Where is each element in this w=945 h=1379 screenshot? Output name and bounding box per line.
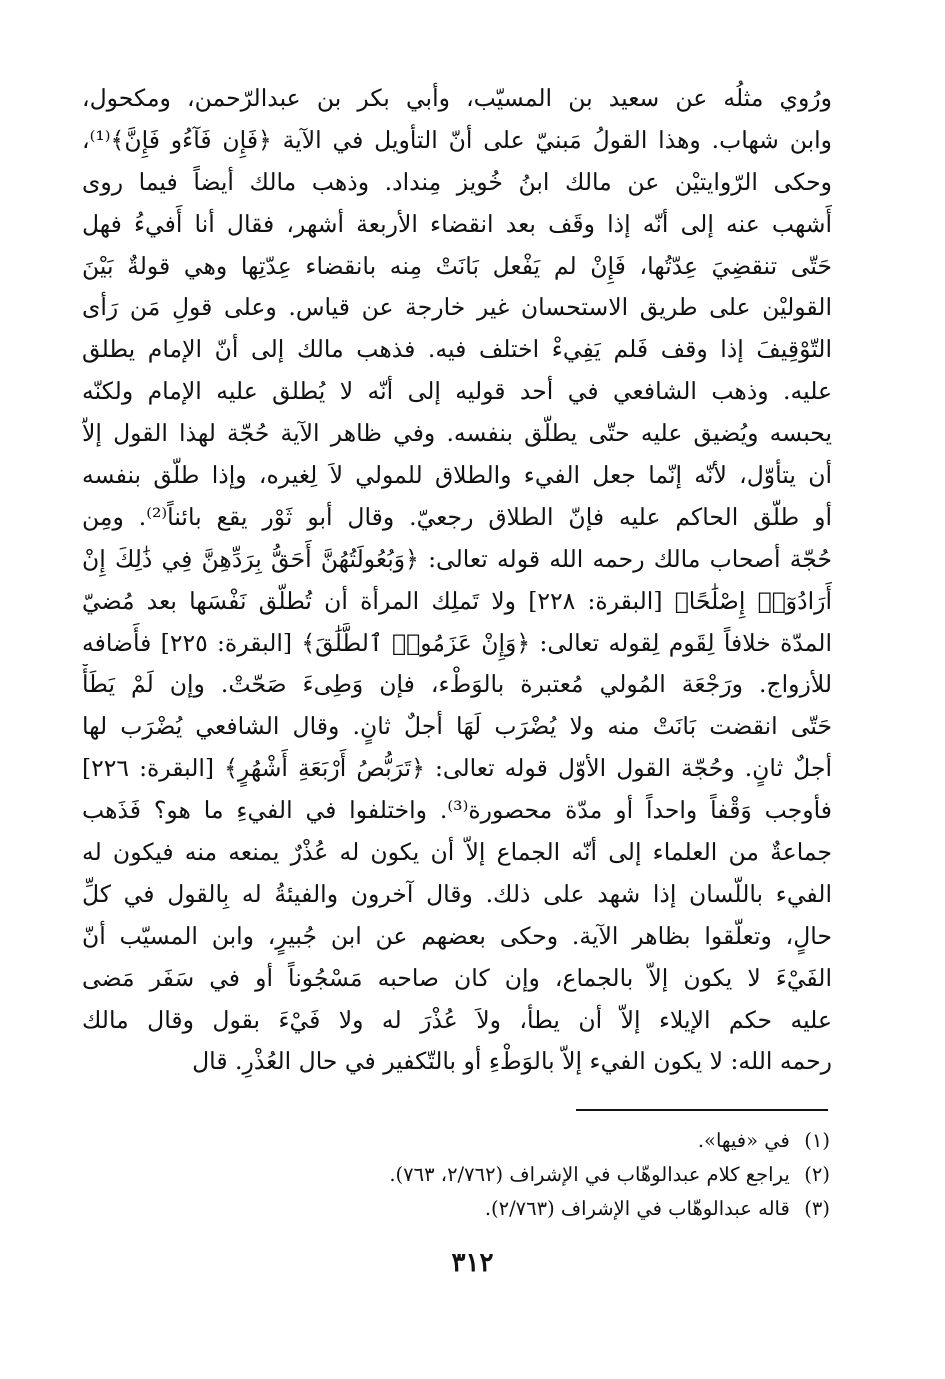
text-line: أَشهب عنه إلى أنّه إذا وقَف بعد انقضاء الأربعة أشهر، فقال أنا أَفيءُ فهل	[82, 209, 832, 238]
page-number: ٣١٢	[451, 1248, 494, 1278]
text-line: التّوْقِيفَ إذا وقف فَلم يَفِيءْ اختلف فيه. فذهب مالك إلى أنّ الإمام يطلق	[82, 335, 832, 364]
footnotes-block	[300, 1124, 830, 1226]
text-line: أو طلّق الحاكم عليه فإنّ الطلاق رجعيّ. وقال أبو ثَوْر يقع بائناً⁽²⁾. ومِن	[82, 502, 832, 531]
footnote-text: يراجع كلام عبدالوهّاب في الإشراف (٢/٧٦٢، ٧٦٣).	[389, 1163, 790, 1186]
footnote	[300, 1158, 830, 1192]
footnote-text: قاله عبدالوهّاب في الإشراف (٢/٧٦٣).	[484, 1197, 790, 1220]
text-line: ورُوي مثلُه عن سعيد بن المسيّب، وأبي بكر بن عبدالرّحمن، ومكحول،	[82, 84, 832, 112]
text-line: عليه حكم الإيلاء إلاّ أن يطأ، ولاَ عُذْرَ له ولا فَيْءَ بقول وقال مالك	[82, 1005, 832, 1034]
text-line: رحمه الله: لا يكون الفيء إلاّ بالوَطْءِ أو بالتّكفير في حال العُذْرِ. قال	[192, 1047, 832, 1076]
text-line: حُجّة أصحاب مالك رحمه الله قوله تعالى: ﴿وَبُعُولَتُهُنَّ أَحَقُّ بِرَدِّهِنَّ فِي ذَٰلِكَ إِنْ	[82, 544, 832, 573]
text-line: القوليْن على طريق الاستحسان غير خارجة عن قياس. وعلى قولِ مَن رَأى	[82, 293, 832, 322]
text-line: حَتّى تنقضِيَ عِدّتُها، فَإِنْ لم يَفْعل بَانَتْ مِنه بانقضاء عِدّتِها وهي قولةٌ بَيْنَ	[82, 251, 832, 280]
main-text-block	[82, 78, 832, 1083]
text-line: فأوجب وَقْفاً واحداً أو مدّة محصورة⁽³⁾. واختلفوا في الفيءِ ما هو؟ فَذَهب	[82, 796, 832, 825]
text-line: حالٍ، وتعلّقوا بظاهر الآية. وحكى بعضهم عن ابن جُبيرٍ، وابن المسيّب أنّ	[82, 921, 832, 950]
text-line: عليه. وذهب الشافعي في أحد قوليه إلى أنّه لا يُطلق عليه الإمام ولكنّه	[82, 377, 832, 406]
text-line: المدّة خلافاً لِقَوم لِقوله تعالى: ﴿وَإِنْ عَزَمُوا۟ ٱلطَّلَٰقَ﴾ [البقرة: ٢٢٥] فأَضافه	[82, 628, 832, 657]
text-line: أن يتأوّل، لأنّه إنّما جعل الفيء والطلاق للمولي لاَ لِغيره، وإذا طلّق بنفسه	[82, 461, 832, 490]
footnote	[300, 1124, 830, 1158]
text-line: للأزواج. ورَجْعَة المُولي مُعتبرة بالوَطْء، فإن وَطِىءَ صَحّتْ. وإن لَمْ يَطَأْ	[82, 670, 832, 699]
footnote-separator	[576, 1109, 828, 1111]
text-line: وحكى الرّوايتيْن عن مالك ابنُ خُويز مِنداد. وذهب مالك أيضاً فيما روى	[82, 167, 832, 196]
text-line: الفيء باللّسان إذا شهد على ذلك. وقال آخرون والفيئةُ له بِالقول في كلِّ	[82, 879, 832, 908]
footnote	[300, 1192, 830, 1226]
text-line: جماعةٌ من العلماء إلى أنّه الجماع إلاّ أن يكون له عُذْرٌ يمنعه منه فيكون له	[82, 838, 832, 867]
text-line: يحبسه ويُضيق عليه حتّى يطلّق بنفسه. وفي ظاهر الآية حُجّة لهذا القول إلاّ	[82, 419, 832, 448]
text-line: الفَيْءَ لا يكون إلاّ بالجماع، وإن كان صاحبه مَسْجُوناً أو في سَفَر مَضى	[82, 963, 832, 992]
text-line: أَرَادُوٓا۟ إِصْلَٰحًا﴾ [البقرة: ٢٢٨] ولا تَملِك المرأة أن تُطلّق نَفْسَها بعد مُضيّ	[82, 586, 832, 615]
footnote-number: (٣)	[804, 1197, 830, 1220]
text-line: وابن شهاب. وهذا القولُ مَبنيّ على أنّ التأويل في الآية ﴿فَإِن فَآءُو فَإِنَّ﴾⁽¹⁾،	[82, 125, 832, 154]
footnote-number: (١)	[804, 1129, 830, 1152]
text-line: أجلٌ ثانٍ. وحُجّة القول الأوّل قوله تعالى: ﴿تَرَبُّصُ أَرْبَعَةِ أَشْهُرٍ﴾ [البقرة: ٢٢٦]	[82, 754, 832, 783]
footnote-number: (٢)	[804, 1163, 830, 1186]
footnote-text: في «فيها».	[697, 1129, 790, 1152]
text-line: حَتّى انقضت بَانَتْ منه ولا يُضْرَب لَهَا أجلٌ ثانٍ. وقال الشافعي يُضْرَب لها	[82, 712, 832, 741]
